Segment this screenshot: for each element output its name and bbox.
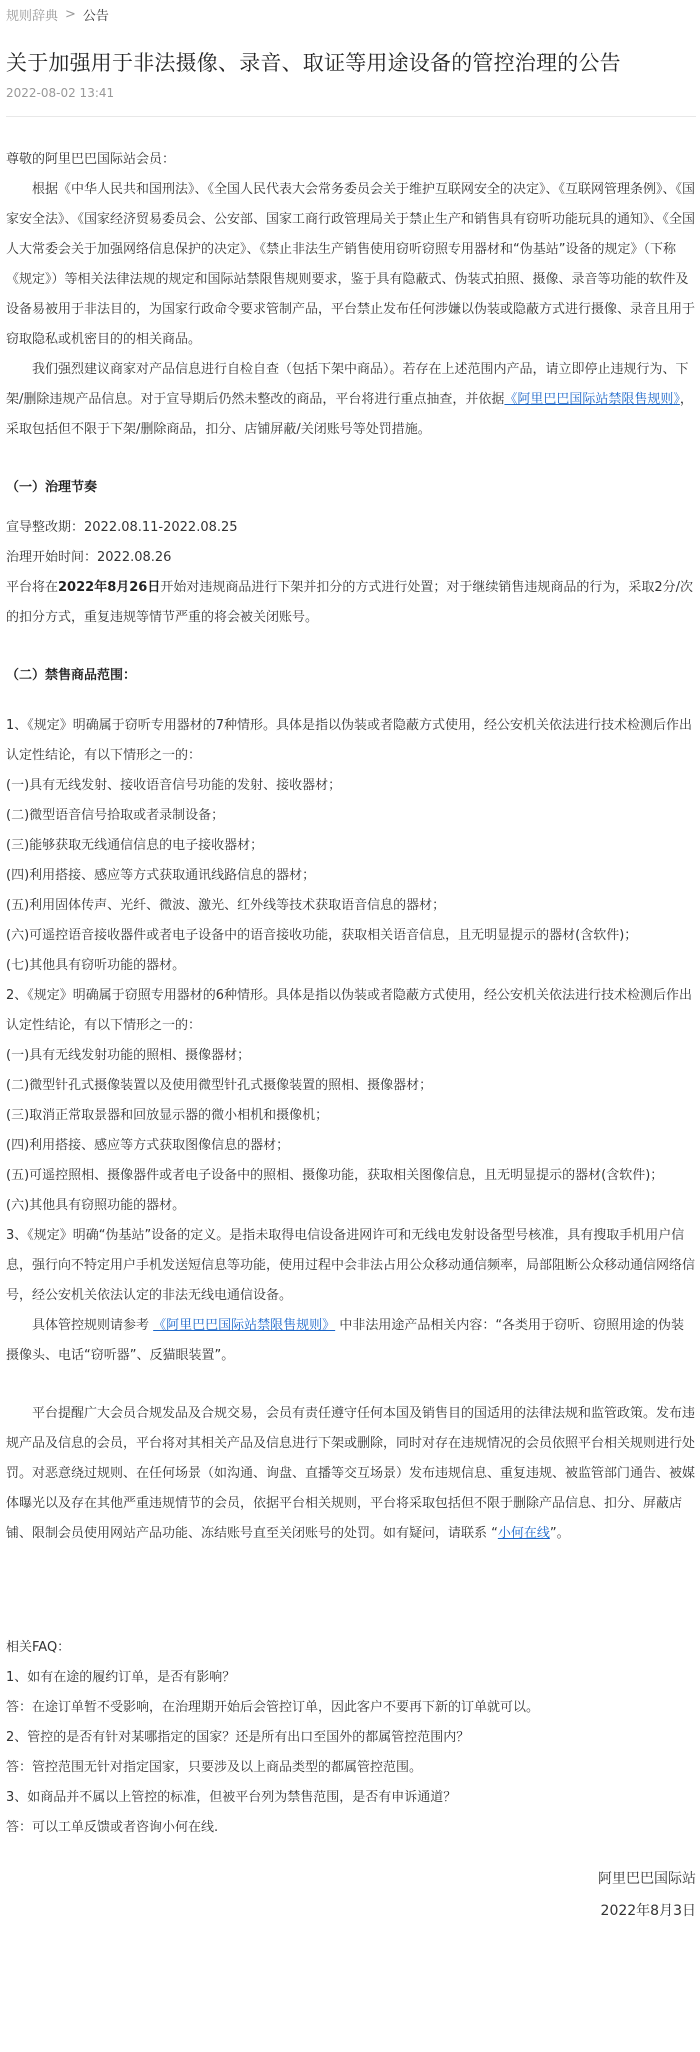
faq-answer: 答：管控范围无针对指定国家，只要涉及以上商品类型的都属管控范围。 — [6, 1760, 423, 1775]
section-2-heading: （二）禁售商品范围： — [6, 668, 137, 683]
list-item: (一)具有无线发射功能的照相、摄像器材； — [6, 1048, 251, 1063]
greeting: 尊敬的阿里巴巴国际站会员： — [6, 152, 176, 167]
enforcement-text-2: 开始对违规商品进行下架并扣分的方式进行处置；对于继续销售违规商品的行为，采取2分/次的扣分方式，重复违规等情节严重的将会被关闭账号。 — [6, 580, 693, 625]
breadcrumb-separator: > — [65, 6, 76, 22]
reminder-text-2: ”。 — [549, 1526, 570, 1541]
signature-date: 2022年8月3日 — [600, 1903, 696, 1919]
item-2-intro: 2、《规定》明确属于窃照专用器材的6种情形。具体是指以伪装或者隐蔽方式使用，经公安机关依法进行技术检测后作出认定性结论，有以下情形之一的： — [6, 988, 693, 1033]
signature-org: 阿里巴巴国际站 — [598, 1871, 696, 1887]
list-item: (一)具有无线发射、接收语音信号功能的发射、接收器材； — [6, 778, 342, 793]
faq-question: 2、管控的是否有针对某哪指定的国家？还是所有出口至国外的都属管控范围内？ — [6, 1730, 470, 1745]
list-item: (六)其他具有窃照功能的器材。 — [6, 1198, 186, 1213]
article-body — [6, 117, 696, 1927]
rules-link[interactable]: 《阿里巴巴国际站禁限售规则》 — [504, 392, 680, 407]
reference-text-1: 具体管控规则请参考 — [32, 1318, 150, 1333]
governance-start: 治理开始时间：2022.08.26 — [6, 550, 172, 565]
list-item: (四)利用搭接、感应等方式获取通讯线路信息的器材； — [6, 868, 316, 883]
reference-paragraph — [6, 1311, 696, 1371]
intro-paragraph: 根据《中华人民共和国刑法》、《全国人民代表大会常务委员会关于维护互联网安全的决定》、《互联网管理条例》、《国家安全法》、《国家经济贸易委员会、公安部、国家工商行政管理局关于禁止生产和销售具有窃听功能玩具的通知》、《全国人大常委会关于加强网络信息保护的决定》、《禁止非法生产销售使用窃听窃照专用器材和“伪基站”设备的规定》（下称《规定》）等相关法律法规的规定和国际站禁限售规则要求，鉴于具有隐蔽式、伪装式拍照、摄像、录音等功能的软件及设备易被用于非法目的，为国家行政命令要求管制产品，平台禁止发布任何涉嫌以伪装或隐蔽方式进行摄像、录音且用于窃取隐私或机密目的的相关商品。 — [6, 182, 696, 347]
enforcement-date: 2022年8月26日 — [58, 580, 161, 595]
faq-heading: 相关FAQ： — [6, 1640, 71, 1655]
list-item: (七)其他具有窃听功能的器材。 — [6, 958, 186, 973]
reminder-text-1: 平台提醒广大会员合规发品及合规交易，会员有责任遵守任何本国及销售目的国适用的法律法规和监管政策。发布违规产品及信息的会员，平台将对其相关产品及信息进行下架或删除，同时对存在违规情况的会员依照平台相关规则进行处罚。对恶意绕过规则、在任何场景（如沟通、询盘、直播等交互场景）发布违规信息、重复违规、被监管部门通告、被媒体曝光以及存在其他严重违规情节的会员，依据平台相关规则，平台将采取包括但不限于删除产品信息、扣分、屏蔽店铺、限制会员使用网站产品功能、冻结账号直至关闭账号的处罚。如有疑问，请联系 “ — [6, 1406, 696, 1541]
list-item: (二)微型语音信号拾取或者录制设备； — [6, 808, 225, 823]
advice-text-2: ，采取包括但不限于下架/删除商品，扣分、店铺屏蔽/关闭账号等处罚措施。 — [6, 392, 693, 437]
item-3: 3、《规定》明确“伪基站”设备的定义。是指未取得电信设备进网许可和无线电发射设备型号核准，具有搜取手机用户信息，强行向不特定用户手机发送短信息等功能，使用过程中会非法占用公众移动通信频率，局部阻断公众移动通信网络信号，经公安机关依法认定的非法无线电通信设备。 — [6, 1228, 696, 1303]
faq-answer: 答：在途订单暂不受影响，在治理期开始后会管控订单，因此客户不要再下新的订单就可以。 — [6, 1700, 540, 1715]
advice-text-1: 我们强烈建议商家对产品信息进行自检自查（包括下架中商品）。若存在上述范围内产品，请立即停止违规行为、下架/删除违规产品信息。对于宣导期后仍然未整改的商品，平台将进行重点抽查，并依据 — [6, 362, 689, 407]
list-item: (三)能够获取无线通信信息的电子接收器材； — [6, 838, 264, 853]
list-item: (五)可遥控照相、摄像器件或者电子设备中的照相、摄像功能，获取相关图像信息，且无明显提示的器材(含软件)； — [6, 1168, 664, 1183]
breadcrumb-current: 公告 — [82, 8, 109, 24]
publish-date: 2022-08-02 13:41 — [6, 86, 115, 100]
contact-link[interactable]: 小何在线 — [497, 1526, 550, 1541]
reference-text-2: 中非法用途产品相关内容：“各类用于窃听、窃照用途的伪装摄像头、电话“窃听器”、反猫眼装置”。 — [6, 1318, 685, 1363]
rules-reference-link[interactable]: 《阿里巴巴国际站禁限售规则》 — [153, 1318, 336, 1333]
faq-question: 3、如商品并不属以上管控的标准，但被平台列为禁售范围，是否有申诉通道？ — [6, 1790, 457, 1805]
breadcrumb-root-link[interactable]: 规则辞典 — [6, 8, 59, 24]
enforcement-text-1: 平台将在 — [6, 580, 59, 595]
reminder-paragraph — [6, 1399, 696, 1549]
rectify-period: 宣导整改期：2022.08.11-2022.08.25 — [6, 520, 238, 535]
breadcrumb — [6, 0, 696, 28]
page-title: 关于加强用于非法摄像、录音、取证等用途设备的管控治理的公告 — [6, 51, 621, 75]
faq-answer: 答：可以工单反馈或者咨询小何在线. — [6, 1820, 219, 1835]
faq-question: 1、如有在途的履约订单，是否有影响？ — [6, 1670, 236, 1685]
list-item: (五)利用固体传声、光纤、微波、激光、红外线等技术获取语音信息的器材； — [6, 898, 446, 913]
enforcement-paragraph — [6, 573, 696, 633]
advice-paragraph — [6, 355, 696, 445]
list-item: (六)可遥控语音接收器件或者电子设备中的语音接收功能，获取相关语音信息，且无明显提示的器材(含软件)； — [6, 928, 638, 943]
list-item: (四)利用搭接、感应等方式获取图像信息的器材； — [6, 1138, 290, 1153]
item-1-intro: 1、《规定》明确属于窃听专用器材的7种情形。具体是指以伪装或者隐蔽方式使用，经公安机关依法进行技术检测后作出认定性结论，有以下情形之一的： — [6, 718, 693, 763]
section-1-heading: （一）治理节奏 — [6, 480, 98, 495]
list-item: (三)取消正常取景器和回放显示器的微小相机和摄像机； — [6, 1108, 329, 1123]
list-item: (二)微型针孔式摄像装置以及使用微型针孔式摄像装置的照相、摄像器材； — [6, 1078, 433, 1093]
